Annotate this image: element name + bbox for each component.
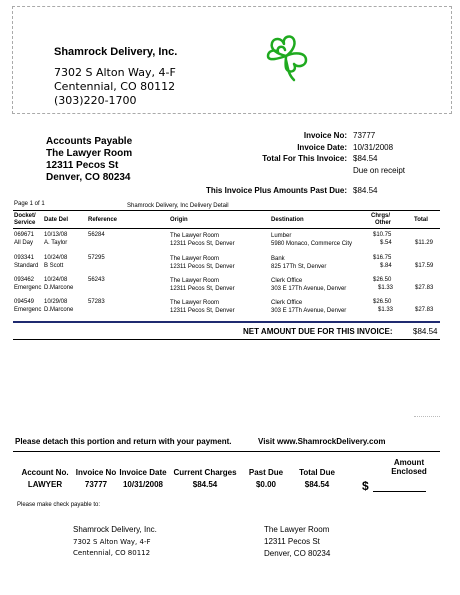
stub-totaldue-value: $84.54 [304, 480, 330, 489]
detail-title: Shamrock Delivery, Inc Delivery Detail [127, 203, 229, 209]
row-2-name: B Scott [44, 263, 64, 269]
row-2-chrg: $16.75 [373, 255, 392, 261]
row-2-dest2: 825 17Th St, Denver [271, 264, 327, 270]
row-1-origin1: The Lawyer Room [170, 233, 220, 239]
row-3-chrg: $26.50 [373, 277, 392, 283]
row-2-ref: 57295 [88, 255, 105, 261]
row-2-origin1: The Lawyer Room [170, 256, 220, 262]
row-3-dest2: 303 E 17Th Avenue, Denver [271, 286, 347, 292]
row-2-date: 10/24/08 [44, 255, 68, 261]
row-3-ref: 56243 [88, 277, 105, 283]
invoice-date-label: Invoice Date: [297, 143, 347, 152]
row-1-dest1: Lumber [271, 233, 292, 239]
shamrock-icon [258, 32, 316, 84]
company-phone: (303)220-1700 [54, 94, 137, 107]
row-1-total: $11.29 [415, 240, 433, 246]
company-name: Shamrock Delivery, Inc. [54, 46, 178, 58]
row-2-origin2: 12311 Pecos St, Denver [170, 264, 235, 270]
remit-name: The Lawyer Room [264, 525, 330, 534]
row-1-dest2: 5980 Monaco, Commerce City [271, 241, 353, 247]
col-origin-header: Origin [170, 217, 188, 223]
payable-note: Please make check payable to: [17, 502, 101, 508]
bill-to-company: The Lawyer Room [46, 148, 133, 159]
stub-current-header: Current Charges [173, 468, 237, 477]
row-4-origin2: 12311 Pecos St, Denver [170, 308, 235, 314]
col-other-header: Other [375, 220, 392, 226]
net-amount-value: $84.54 [413, 327, 438, 336]
row-3-docket: 093462 [14, 277, 35, 283]
row-3-total: $27.83 [415, 285, 434, 291]
row-3-name: D.Marcone [44, 285, 74, 291]
col-date-header: Date Del [44, 217, 69, 223]
net-amount-rule [13, 339, 440, 340]
table-bottom-rule [13, 321, 440, 323]
bill-to-street: 12311 Pecos St [46, 160, 119, 171]
table-top-rule [13, 210, 440, 211]
row-2-total: $17.59 [415, 263, 434, 269]
row-4-dest1: Clerk Office [271, 300, 303, 306]
row-3-date: 10/24/08 [44, 277, 68, 283]
col-docket-header: Docket/ [14, 213, 36, 219]
table-header-rule [13, 228, 440, 229]
row-1-name: A. Taylor [44, 240, 68, 246]
col-reference-header: Reference [88, 217, 118, 223]
invoice-due-terms: Due on receipt [353, 166, 406, 175]
stub-account-value: LAWYER [27, 480, 63, 489]
website-note: Visit www.ShamrockDelivery.com [258, 437, 386, 446]
row-1-origin2: 12311 Pecos St, Denver [170, 241, 235, 247]
past-due-label: This Invoice Plus Amounts Past Due: [205, 186, 347, 195]
net-amount-label: NET AMOUNT DUE FOR THIS INVOICE: [243, 327, 393, 336]
col-charges-header: Chrgs/ [371, 213, 391, 219]
stub-pastdue-header: Past Due [248, 468, 284, 477]
row-4-ref: 57283 [88, 299, 105, 305]
invoice-total-label: Total For This Invoice: [262, 154, 347, 163]
past-due-value: $84.54 [353, 186, 378, 195]
row-4-docket: 094549 [14, 299, 35, 305]
stub-enclosed-header-1: Amount [393, 458, 425, 467]
bill-to-city: Denver, CO 80234 [46, 172, 131, 183]
row-3-origin1: The Lawyer Room [170, 278, 220, 284]
stub-invoice-value: 73777 [84, 480, 108, 489]
row-4-other: $1.33 [378, 307, 394, 313]
cut-mark [414, 416, 440, 417]
page-indicator: Page 1 of 1 [14, 201, 45, 207]
row-4-service: Emergenc [14, 307, 42, 313]
invoice-no-value: 73777 [353, 131, 376, 140]
row-1-date: 10/13/08 [44, 232, 68, 238]
col-destination-header: Destination [271, 217, 304, 223]
row-2-dest1: Bank [271, 256, 285, 262]
invoice-no-label: Invoice No: [303, 131, 347, 140]
row-4-date: 10/29/08 [44, 299, 68, 305]
row-4-dest2: 303 E 17Th Avenue, Denver [271, 308, 347, 314]
row-2-service: Standard [14, 263, 39, 269]
row-4-total: $27.83 [415, 307, 434, 313]
stub-date-header: Invoice Date [119, 468, 167, 477]
stub-current-value: $84.54 [192, 480, 218, 489]
row-3-origin2: 12311 Pecos St, Denver [170, 286, 235, 292]
detach-instruction: Please detach this portion and return with your payment. [15, 437, 232, 446]
row-4-origin1: The Lawyer Room [170, 300, 220, 306]
row-2-other: $.84 [380, 263, 392, 269]
company-address-line2: Centennial, CO 80112 [54, 80, 176, 93]
stub-enclosed-header-2: Enclosed [391, 467, 427, 476]
row-4-chrg: $26.50 [373, 299, 392, 305]
invoice-date-value: 10/31/2008 [353, 143, 394, 152]
stub-pastdue-value: $0.00 [255, 480, 277, 489]
col-service-header: Service [14, 220, 36, 226]
bill-to-attention: Accounts Payable [46, 136, 133, 147]
invoice-total-value: $84.54 [353, 154, 378, 163]
stub-date-value: 10/31/2008 [122, 480, 164, 489]
payee-line1: 7302 S Alton Way, 4-F [73, 538, 151, 546]
stub-top-rule [13, 451, 440, 452]
stub-account-header: Account No. [21, 468, 69, 477]
row-1-chrg: $10.75 [373, 232, 392, 238]
stub-dollar-sign: $ [362, 479, 369, 493]
stub-totaldue-header: Total Due [299, 468, 335, 477]
row-2-docket: 093341 [14, 255, 35, 261]
row-4-name: D.Marcone [44, 307, 74, 313]
company-address-line1: 7302 S Alton Way, 4-F [54, 66, 176, 79]
payee-name: Shamrock Delivery, Inc. [73, 525, 157, 534]
row-3-dest1: Clerk Office [271, 278, 303, 284]
row-3-service: Emergenc [14, 285, 42, 291]
remit-line2: Denver, CO 80234 [264, 549, 331, 558]
row-1-service: All Day [14, 240, 34, 246]
stub-invoice-header: Invoice No [75, 468, 117, 477]
row-1-ref: 56284 [88, 232, 105, 238]
row-1-docket: 069671 [14, 232, 35, 238]
remit-line1: 12311 Pecos St [264, 537, 320, 546]
amount-enclosed-field[interactable] [373, 491, 426, 492]
row-3-other: $1.33 [378, 285, 394, 291]
col-total-header: Total [414, 217, 428, 223]
row-1-other: $.54 [380, 240, 392, 246]
payee-line2: Centennial, CO 80112 [73, 549, 151, 557]
